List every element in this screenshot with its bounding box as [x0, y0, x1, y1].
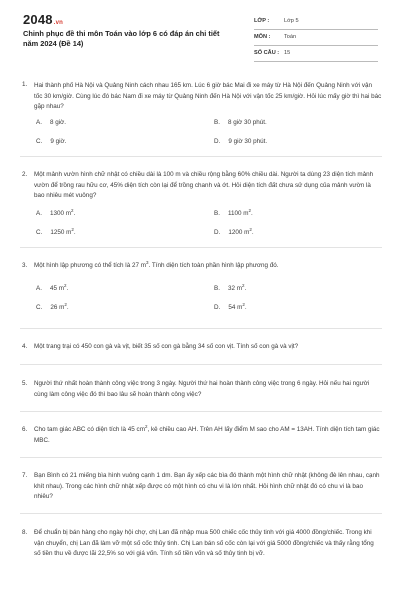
question-number: 4. — [22, 343, 28, 350]
question-number: 6. — [22, 426, 28, 433]
site-logo[interactable] — [23, 12, 63, 27]
option-after: . — [66, 303, 69, 311]
question-number: 3. — [22, 262, 28, 269]
question-text — [34, 261, 382, 272]
question-item — [20, 471, 382, 514]
option-sup: 2 — [63, 282, 67, 288]
option-after: . — [251, 209, 253, 217]
option-b[interactable] — [214, 118, 267, 129]
question-text: Hai thành phố Hà Nội và Quảng Ninh cách nhau 165 km. Lúc 6 giờ bác Mai đi xe máy từ Hà Nội đến Quảng Ninh với vận tốc 30 km/giờ. Cùng lúc đó bác Nam đi xe máy từ Quảng Ninh đến Hà Nội với vận tốc 25 km/giờ. Hỏi lúc mấy giờ thì hai bác gặp nhau? — [34, 82, 382, 111]
option-sup: 2 — [70, 207, 74, 213]
question-text-part: , kẻ chiều cao AH. Trên AH lấy điểm M sao cho AM = 13AH. Tính diện tích tam giác MBC. — [34, 426, 380, 444]
question-number: 5. — [22, 380, 28, 387]
option-a[interactable] — [36, 284, 68, 295]
option-after: . — [73, 209, 76, 217]
question-list — [20, 80, 382, 572]
question-item — [20, 80, 382, 157]
question-text-sup: 3 — [145, 259, 149, 265]
option-c[interactable] — [36, 303, 69, 314]
option-sup: 2 — [249, 226, 252, 232]
logo-suffix: .vn — [53, 20, 64, 26]
option-label: B. — [214, 118, 220, 126]
meta-key: LỚP : — [254, 18, 270, 24]
question-number: 1. — [22, 81, 28, 88]
options — [36, 209, 382, 239]
meta-key: SỐ CÂU : — [254, 50, 280, 56]
question-item — [20, 342, 382, 365]
meta-value: Toán — [284, 34, 297, 40]
question-text: Bạn Bình có 21 miếng bìa hình vuông cạnh 1 dm. Bạn ấy xếp các bìa đó thành một hình chữ nhật (không đè lên nhau, cạnh khít nhau). Trong các hình chữ nhật xếp được có một hình có chu vi là lớn nhất. Hỏi hình chữ nhật đó có chu vi là bao nhiêu? — [34, 472, 380, 501]
question-text: Để chuẩn bị bán hàng cho ngày hội chợ, chị Lan đã nhập mua 500 chiếc cốc thủy tinh với giá 4000 đồng/chiếc. Trong khi vận chuyển, chị Lan đã làm vỡ một số cốc thủy tinh. Chị Lan bán số cốc còn lại với giá 5000 đồng/chiếc và thấy rằng tổng số tiền thu về được lãi 22,5% so với giá vốn. Tính số tiền vốn và số thủy tinh bị vỡ. — [34, 529, 374, 558]
option-label: B. — [214, 209, 220, 217]
options — [36, 118, 382, 148]
meta-row-count — [254, 46, 378, 62]
meta-row-class — [254, 14, 378, 30]
question-text-part: Cho tam giác ABC có diện tích là 45 cm — [34, 426, 145, 433]
option-label: D. — [214, 303, 221, 311]
page-title: Chinh phục đề thi môn Toán vào lớp 6 có đáp án chi tiết năm 2024 (Đề 14) — [23, 29, 220, 48]
meta-key: MÔN : — [254, 34, 271, 40]
option-label: A. — [36, 118, 42, 126]
option-b[interactable] — [214, 284, 246, 295]
option-sup: 2 — [248, 207, 252, 213]
question-text: Người thứ nhất hoàn thành công việc trong 3 ngày. Người thứ hai hoàn thành công việc trong 6 ngày. Hỏi nếu hai người cùng làm công việc đó thì bao lâu sẽ hoàn thành công việc? — [34, 380, 370, 398]
option-after: . — [244, 303, 247, 311]
option-d[interactable] — [214, 303, 247, 314]
option-after: . — [244, 284, 247, 292]
option-text: 9 giờ 30 phút. — [228, 137, 268, 145]
option-c[interactable] — [36, 228, 76, 239]
option-label: A. — [36, 284, 42, 292]
question-text: Một mảnh vườn hình chữ nhật có chiều dài là 100 m và chiều rộng bằng 60% chiều dài. Người ta dùng 23 diện tích mảnh vườn để trồng rau hữu cơ, 45% diện tích còn lại để trồng chanh và ớt. Hỏi diện tích đất chưa sử dụng của mảnh vườn là bao nhiêu mét vuông? — [34, 171, 374, 200]
question-number: 8. — [22, 529, 28, 536]
option-text: 1200 m — [228, 228, 250, 236]
question-text-sup: 2 — [144, 423, 148, 429]
option-text: 9 giờ. — [50, 137, 67, 145]
option-label: D. — [214, 137, 221, 145]
option-text: 8 giờ 30 phút. — [227, 118, 267, 126]
option-sup: 2 — [64, 301, 67, 307]
option-label: A. — [36, 209, 42, 217]
question-item — [20, 261, 382, 329]
option-label: C. — [36, 303, 43, 311]
meta-row-subject — [254, 30, 378, 46]
option-text: 1250 m — [50, 228, 72, 236]
question-text: Một trang trại có 450 con gà và vịt, biết 35 số con gà bằng 34 số con vịt. Tính số con gà và vịt? — [34, 343, 299, 350]
option-label: C. — [36, 228, 43, 236]
option-a[interactable] — [36, 209, 75, 220]
option-sup: 2 — [242, 301, 245, 307]
question-number: 2. — [22, 171, 28, 178]
option-after: . — [251, 228, 254, 236]
question-text — [34, 425, 382, 446]
option-text: 32 m — [227, 284, 242, 292]
question-item — [20, 528, 382, 572]
question-item — [20, 425, 382, 458]
question-text-part: Một hình lập phương có thể tích là 27 m — [34, 262, 146, 269]
option-text: 26 m — [50, 303, 65, 311]
option-d[interactable] — [214, 228, 254, 239]
option-c[interactable] — [36, 137, 66, 148]
option-d[interactable] — [214, 137, 267, 148]
option-after: . — [66, 284, 69, 292]
option-text: 1100 m — [227, 209, 249, 217]
option-label: D. — [214, 228, 221, 236]
option-sup: 2 — [241, 282, 245, 288]
meta-value: 15 — [284, 50, 291, 56]
option-text: 54 m — [228, 303, 243, 311]
options — [36, 284, 382, 314]
option-sup: 2 — [71, 226, 74, 232]
option-text: 45 m — [49, 284, 64, 292]
option-label: B. — [214, 284, 220, 292]
page-header — [0, 0, 400, 62]
option-text: 8 giờ. — [49, 118, 66, 126]
option-a[interactable] — [36, 118, 66, 129]
question-item — [20, 379, 382, 412]
logo-text: 2048 — [23, 12, 53, 27]
meta-value: Lớp 5 — [284, 18, 299, 24]
question-item — [20, 170, 382, 248]
option-after: . — [73, 228, 76, 236]
option-label: C. — [36, 137, 43, 145]
option-text: 1300 m — [49, 209, 71, 217]
option-b[interactable] — [214, 209, 253, 220]
question-text-part: . Tính diện tích toàn phần hình lập phương đó. — [148, 262, 279, 269]
meta-info — [254, 14, 378, 62]
question-number: 7. — [22, 472, 28, 479]
